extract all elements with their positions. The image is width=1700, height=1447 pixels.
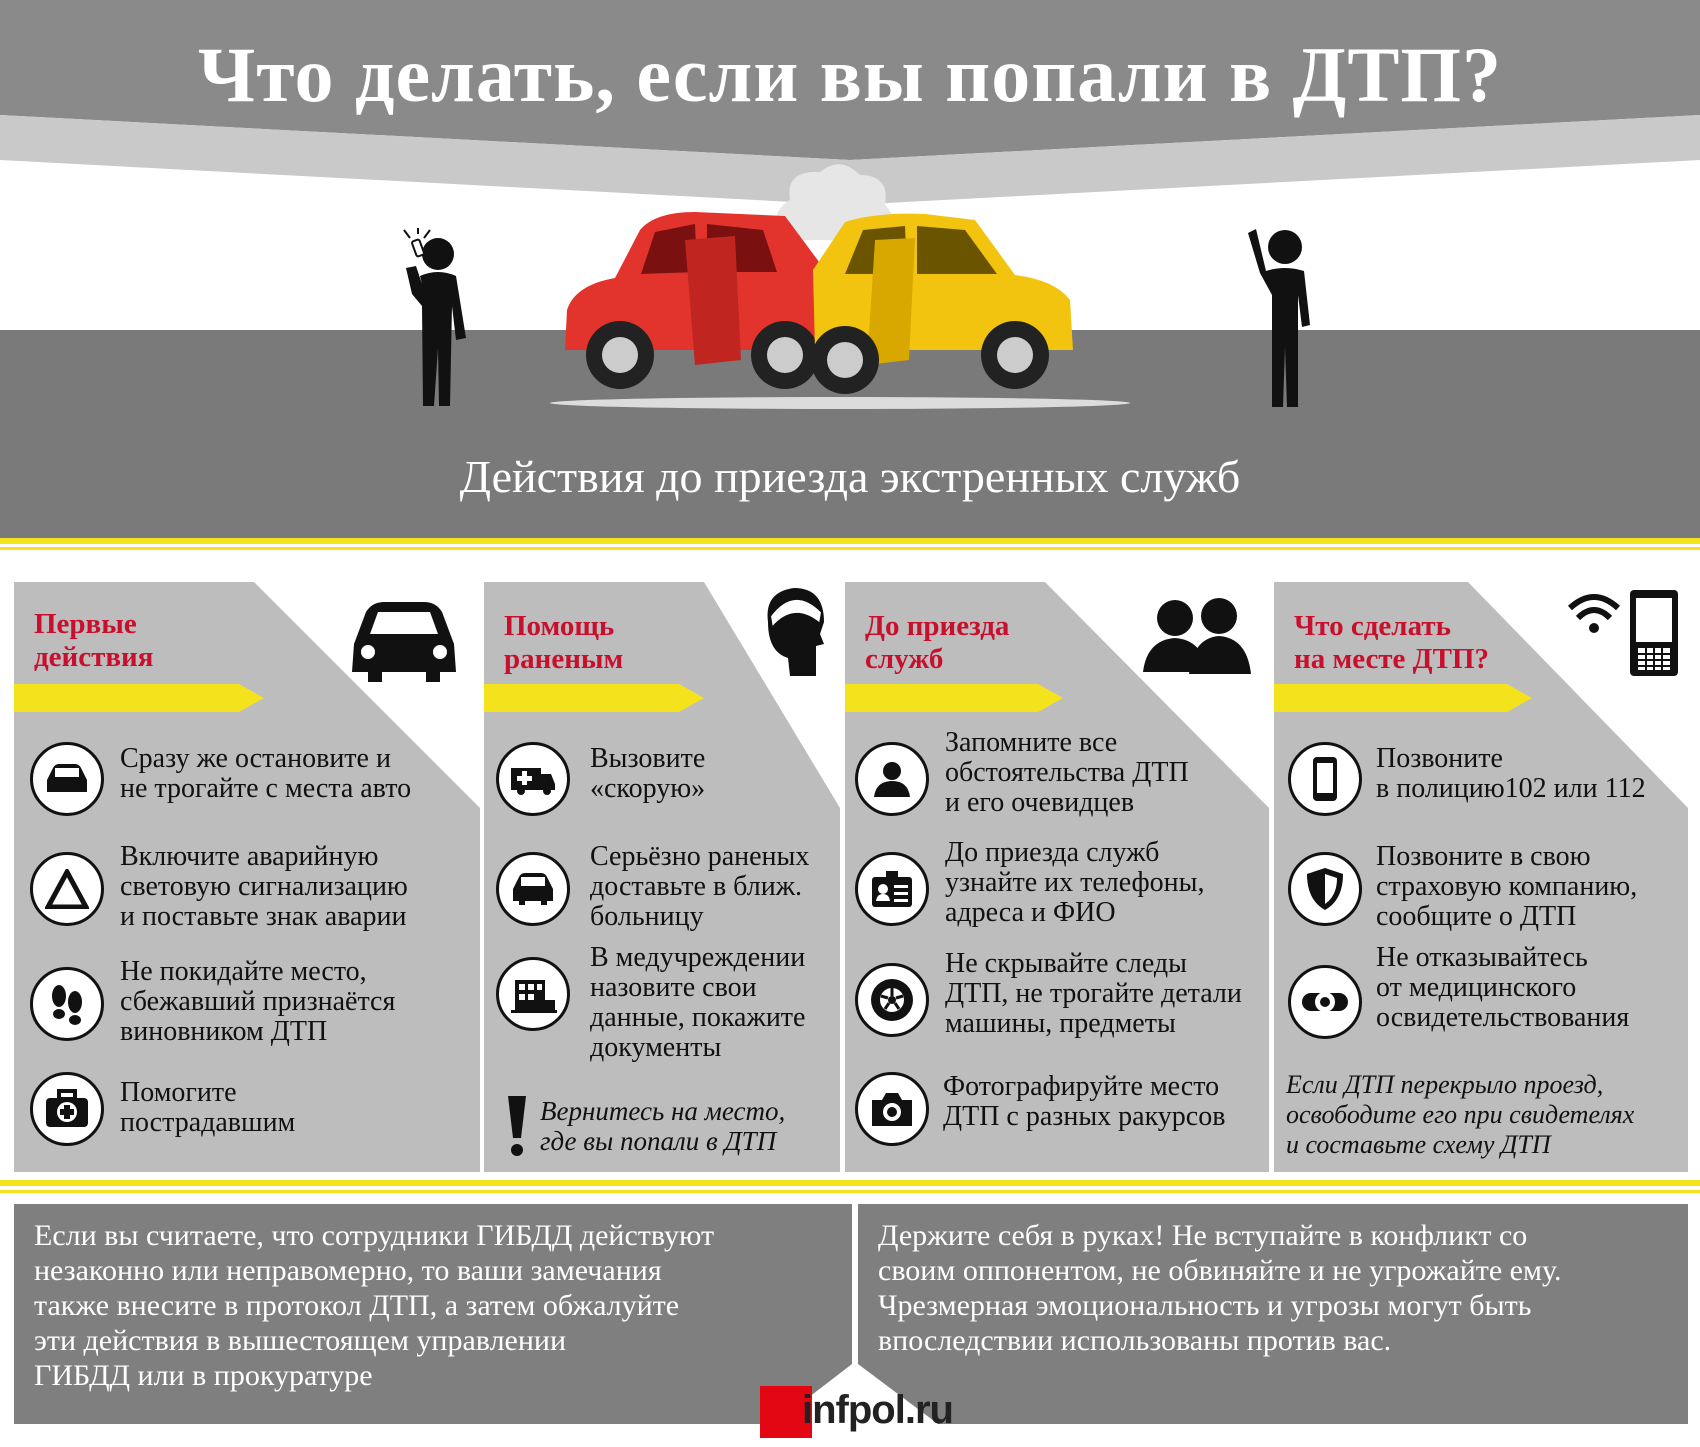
item-text-line: не трогайте с места авто	[120, 773, 412, 804]
column-title-line: на месте ДТП?	[1294, 643, 1490, 675]
warning-triangle-icon	[30, 852, 104, 926]
item-text-line: ДТП, не трогайте детали	[945, 978, 1242, 1009]
bottom-text-line: незаконно или неправомерно, то ваши замечания	[34, 1254, 662, 1287]
car-icon	[30, 742, 104, 816]
item-text-line: Не скрывайте следы	[945, 948, 1187, 979]
column-before-services	[845, 582, 1269, 1172]
logo-text: infpol.ru	[802, 1388, 953, 1432]
bottom-text-line: впоследствии использованы против вас.	[878, 1324, 1392, 1357]
item-text-line: машины, предметы	[945, 1008, 1176, 1039]
exclamation-icon	[504, 1094, 530, 1158]
column-title-line: действия	[34, 641, 154, 673]
separator-line	[0, 1180, 1700, 1186]
column-title-line: Что сделать	[1294, 610, 1451, 642]
note-line: Вернитесь на место,	[540, 1096, 786, 1126]
pill-icon	[1288, 965, 1362, 1039]
item-text-line: До приезда служб	[945, 837, 1160, 868]
item-text-line: Запомните все	[945, 727, 1118, 758]
item-text-line: и его очевидцев	[945, 787, 1135, 818]
car-icon	[496, 852, 570, 926]
item-text-line: сообщите о ДТП	[1376, 901, 1577, 932]
column-title-line: раненым	[504, 643, 624, 675]
column-title-line: До приезда	[865, 610, 1010, 642]
hospital-icon	[496, 957, 570, 1031]
column-title	[1294, 610, 1489, 676]
column-title-line: служб	[865, 643, 944, 675]
column-title	[865, 610, 1009, 676]
column-at-scene	[1274, 582, 1688, 1172]
column-title	[504, 610, 623, 676]
bottom-text-line: ГИБДД или в прокуратуре	[34, 1359, 373, 1392]
item-text-line: Не отказывайтесь	[1376, 942, 1588, 973]
column-title-line: Первые	[34, 608, 137, 640]
column-title-line: Помощь	[504, 610, 615, 642]
item-text-line: Позвоните	[1376, 743, 1503, 774]
item-text-line: ДТП с разных ракурсов	[943, 1101, 1226, 1132]
item-text-line: адреса и ФИО	[945, 897, 1116, 928]
item-text-line: обстоятельства ДТП	[945, 757, 1189, 788]
header	[0, 0, 1700, 560]
car-front-icon	[344, 594, 464, 684]
item-text-line: доставьте в ближ.	[590, 871, 803, 902]
camera-icon	[855, 1072, 929, 1146]
note-line: и составьте схему ДТП	[1286, 1130, 1551, 1159]
bottom-right-panel	[858, 1204, 1688, 1424]
bottom-text-line: также внесите в протокол ДТП, а затем обжалуйте	[34, 1289, 680, 1322]
bottom-left-panel	[14, 1204, 852, 1424]
yellow-arrow	[484, 684, 704, 712]
yellow-arrow	[1274, 684, 1532, 712]
column-note	[540, 1096, 785, 1156]
people-icon	[1141, 594, 1253, 678]
page-subtitle: Действия до приезда экстренных служб	[459, 451, 1241, 502]
column-title	[34, 608, 153, 674]
item-text-line: назовите свои	[590, 972, 757, 1003]
item-text-line: Не покидайте место,	[120, 956, 367, 987]
item-text-line: в полицию102 или 112	[1376, 773, 1646, 804]
wheel-icon	[855, 963, 929, 1037]
item-text-line: документы	[590, 1032, 722, 1063]
page-title: Что делать, если вы попали в ДТП?	[197, 31, 1503, 118]
ambulance-icon	[496, 742, 570, 816]
item-text-line: Позвоните в свою	[1376, 841, 1591, 872]
column-note	[1286, 1070, 1634, 1160]
id-card-icon	[855, 852, 929, 926]
separator-line	[0, 1190, 1700, 1193]
person-icon	[855, 742, 929, 816]
bottom-text-line: Чрезмерная эмоциональность и угрозы могут быть	[878, 1289, 1532, 1322]
item-text-line: Сразу же остановите и	[120, 743, 391, 774]
item-text-line: больницу	[590, 901, 704, 932]
item-text-line: сбежавший признаётся	[120, 986, 396, 1017]
column-first-actions	[14, 582, 480, 1172]
person-waving-icon	[1230, 225, 1330, 410]
item-text-line: данные, покажите	[590, 1002, 806, 1033]
bandaged-head-icon	[754, 582, 834, 677]
wifi-phone-icon	[1568, 588, 1680, 678]
item-text-line: узнайте их телефоны,	[945, 867, 1205, 898]
bottom-text-line: своим оппонентом, не обвиняйте и не угрожайте ему.	[878, 1254, 1562, 1287]
item-text-line: виновником ДТП	[120, 1016, 328, 1047]
person-on-phone-icon	[390, 228, 490, 408]
item-text-line: от медицинского	[1376, 972, 1577, 1003]
bottom-text-line: эти действия в вышестоящем управлении	[34, 1324, 567, 1357]
note-line: Если ДТП перекрыло проезд,	[1286, 1070, 1604, 1099]
item-text-line: Серьёзно раненых	[590, 841, 810, 872]
item-text-line: Вызовите	[590, 743, 706, 774]
shield-icon	[1288, 852, 1362, 926]
note-line: освободите его при свидетелях	[1286, 1100, 1635, 1129]
yellow-arrow	[845, 684, 1063, 712]
car-crash-illustration	[545, 160, 1145, 410]
item-text-line: В медучреждении	[590, 942, 806, 973]
note-line: где вы попали в ДТП	[540, 1126, 777, 1156]
bottom-text-line: Если вы считаете, что сотрудники ГИБДД действуют	[34, 1219, 715, 1252]
first-aid-kit-icon	[30, 1072, 104, 1146]
item-text-line: освидетельствования	[1376, 1002, 1630, 1033]
item-text-line: пострадавшим	[120, 1107, 296, 1138]
column-help-injured	[484, 582, 840, 1172]
yellow-arrow	[14, 684, 264, 712]
phone-icon	[1288, 742, 1362, 816]
item-text-line: и поставьте знак аварии	[120, 901, 407, 932]
item-text-line: световую сигнализацию	[120, 871, 408, 902]
item-text-line: «скорую»	[590, 773, 706, 804]
item-text-line: страховую компанию,	[1376, 871, 1638, 902]
bottom-text-line: Держите себя в руках! Не вступайте в конфликт со	[878, 1219, 1528, 1252]
item-text-line: Фотографируйте место	[943, 1071, 1220, 1102]
item-text-line: Помогите	[120, 1077, 237, 1108]
footprints-icon	[30, 967, 104, 1041]
item-text-line: Включите аварийную	[120, 841, 379, 872]
